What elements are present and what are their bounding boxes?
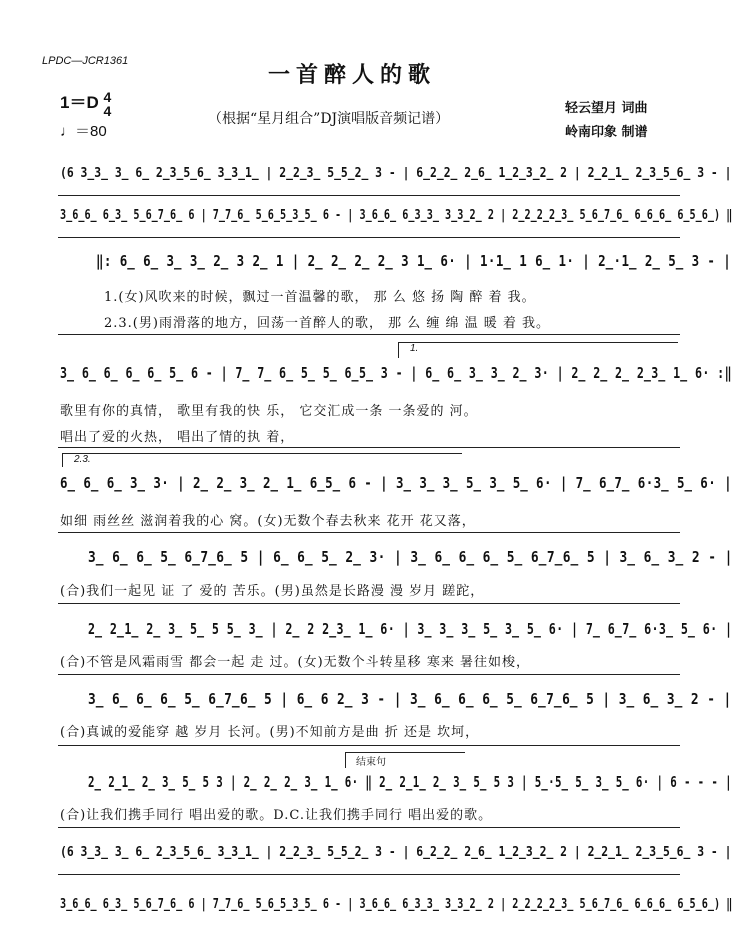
divider [58, 237, 680, 238]
divider [58, 745, 680, 746]
song-subtitle: （根据“星月组合”DJ演唱版音频记谱） [208, 111, 450, 127]
time-signature [103, 90, 111, 118]
lyric-line-chorus2: 唱出了爱的火热， 唱出了情的执 着， [60, 430, 295, 445]
divider [58, 827, 680, 828]
divider [58, 874, 680, 875]
volta-23-line [62, 453, 462, 454]
lyric-line-verse2: 2.3.(男)雨滑落的地方，回荡一首醉人的歌， 那 么 缠 绵 温 暖 着 我。 [104, 316, 551, 331]
volta-23-label: 2.3. [74, 454, 91, 465]
divider [58, 334, 680, 335]
lyric-line-7: (合)不管是风霜雨雪 都会一起 走 过。(女)无数个斗转星移 寒来 暑往如梭， [60, 655, 530, 670]
lyricist-composer-credit: 轻云望月 词曲 [565, 101, 648, 116]
song-title: 一首醉人的歌 [268, 62, 437, 88]
notation-row-1: (6 3̲3̲ 3̲ 6̲ 2̲3̲5̲6̲ 3̲3̲1̲ | 2̲2̲3̲ 5̲5̲2̲ 3 - | 6̲2̲2̲ 2̲6̲ 1̲2̲3̲2̲ 2 | 2̲2̲1̲ 2̲3̲5̲6̲ 3 - | [60, 165, 732, 181]
notation-row-6: 3̲ 6̲ 6̲ 5̲ 6̲7̲6̲ 5 | 6̲ 6̲ 5̲ 2̲ 3· | 3̲ 6̲ 6̲ 6̲ 5̲ 6̲7̲6̲ 5 | 3̲ 6̲ 3̲ 2 - | [88, 548, 733, 566]
lyric-line-5: 如细 雨丝丝 滋润着我的心 窝。(女)无数个春去秋来 花开 花又落， [60, 514, 476, 529]
lyric-line-chorus1: 歌里有你的真情， 歌里有我的快 乐， 它交汇成一条 一条爱的 河。 [60, 404, 478, 419]
key-label: 1＝D [60, 93, 99, 112]
notation-row-4: 3̲ 6̲ 6̲ 6̲ 6̲ 5̲ 6 - | 7̲ 7̲ 6̲ 5̲ 5̲ 6̲5̲ 3 - | 6̲ 6̲ 3̲ 3̲ 2̲ 3· | 2̲ 2̲ 2̲ 2̲3̲ 1̲ 6· :‖ [60, 364, 732, 382]
time-top: 4 [103, 88, 112, 105]
lyric-line-8: (合)真诚的爱能穿 越 岁月 长河。(男)不知前方是曲 折 还是 坎坷， [60, 725, 480, 740]
divider [58, 195, 680, 196]
ending-bracket [345, 752, 346, 768]
volta-1-bracket [398, 342, 399, 358]
notation-row-11: 3̲6̲6̲ 6̲3̲ 5̲6̲7̲6̲ 6 | 7̲7̲6̲ 5̲6̲5̲3̲5̲ 6 - | 3̲6̲6̲ 6̲3̲3̲ 3̲3̲2̲ 2 | 2̲2̲2̲2̲3̲ 5̲6̲7̲6̲ 6̲6̲6̲ 6̲5̲6̲) ‖ [60, 896, 733, 912]
divider [58, 674, 680, 675]
volta-1-label: 1. [410, 343, 419, 354]
volta-23-bracket [62, 453, 63, 467]
transcriber-credit: 岭南印象 制谱 [565, 125, 648, 140]
lyric-line-6: (合)我们一起见 证 了 爱的 苦乐。(男)虽然是长路漫 漫 岁月 蹉跎， [60, 584, 485, 599]
notation-row-8: 3̲ 6̲ 6̲ 6̲ 5̲ 6̲7̲6̲ 5 | 6̲ 6 2̲ 3 - | 3̲ 6̲ 6̲ 6̲ 5̲ 6̲7̲6̲ 5 | 3̲ 6̲ 3̲ 2 - | [88, 690, 732, 708]
notation-row-7: 2̲ 2̲1̲ 2̲ 3̲ 5̲ 5 5̲ 3̲ | 2̲ 2 2̲3̲ 1̲ 6· | 3̲ 3̲ 3̲ 5̲ 3̲ 5̲ 6· | 7̲ 6̲7̲ 6·3̲ 5̲ 6· | [88, 620, 733, 638]
notation-row-3: ‖: 6̲ 6̲ 3̲ 3̲ 2̲ 3 2̲ 1 | 2̲ 2̲ 2̲ 2̲ 3 1̲ 6· | 1·1̲ 1 6̲ 1· | 2̲·1̲ 2̲ 5̲ 3 - | [96, 252, 732, 270]
notation-row-9: 2̲ 2̲1̲ 2̲ 3̲ 5̲ 5 3 | 2̲ 2̲ 2̲ 3̲ 1̲ 6· ‖ 2̲ 2̲1̲ 2̲ 3̲ 5̲ 5 3 | 5̲·5̲ 5̲ 3̲ 5̲ 6· | 6 - - - | [88, 773, 732, 791]
volta-1-line [398, 342, 678, 343]
catalog-code: LPDC—JCR1361 [42, 55, 129, 67]
key-signature [60, 88, 111, 118]
notation-row-5: 6̲ 6̲ 6̲ 3̲ 3· | 2̲ 2̲ 3̲ 2̲ 1̲ 6̲5̲ 6 - | 3̲ 3̲ 3̲ 5̲ 3̲ 5̲ 6· | 7̲ 6̲7̲ 6·3̲ 5̲ 6· | [60, 474, 732, 492]
divider [58, 603, 680, 604]
ending-label: 结束句 [356, 757, 386, 768]
lyric-line-9: (合)让我们携手同行 唱出爱的歌。D.C.让我们携手同行 唱出爱的歌。 [60, 808, 493, 823]
time-bottom: 4 [103, 102, 112, 119]
tempo-marking: ♩＝80 [60, 123, 107, 140]
notation-row-2: 3̲6̲6̲ 6̲3̲ 5̲6̲7̲6̲ 6 | 7̲7̲6̲ 5̲6̲5̲3̲5̲ 6 - | 3̲6̲6̲ 6̲3̲3̲ 3̲3̲2̲ 2 | 2̲2̲2̲2̲3̲ 5̲6̲7̲6̲ 6̲6̲6̲ 6̲5̲6̲) ‖ [60, 207, 733, 223]
notation-row-10: (6 3̲3̲ 3̲ 6̲ 2̲3̲5̲6̲ 3̲3̲1̲ | 2̲2̲3̲ 5̲5̲2̲ 3 - | 6̲2̲2̲ 2̲6̲ 1̲2̲3̲2̲ 2 | 2̲2̲1̲ 2̲3̲5̲6̲ 3 - | [60, 844, 732, 860]
divider [58, 532, 680, 533]
divider [58, 447, 680, 448]
lyric-line-verse1: 1.(女)风吹来的时候，飘过一首温馨的歌， 那 么 悠 扬 陶 醉 着 我。 [104, 290, 536, 305]
